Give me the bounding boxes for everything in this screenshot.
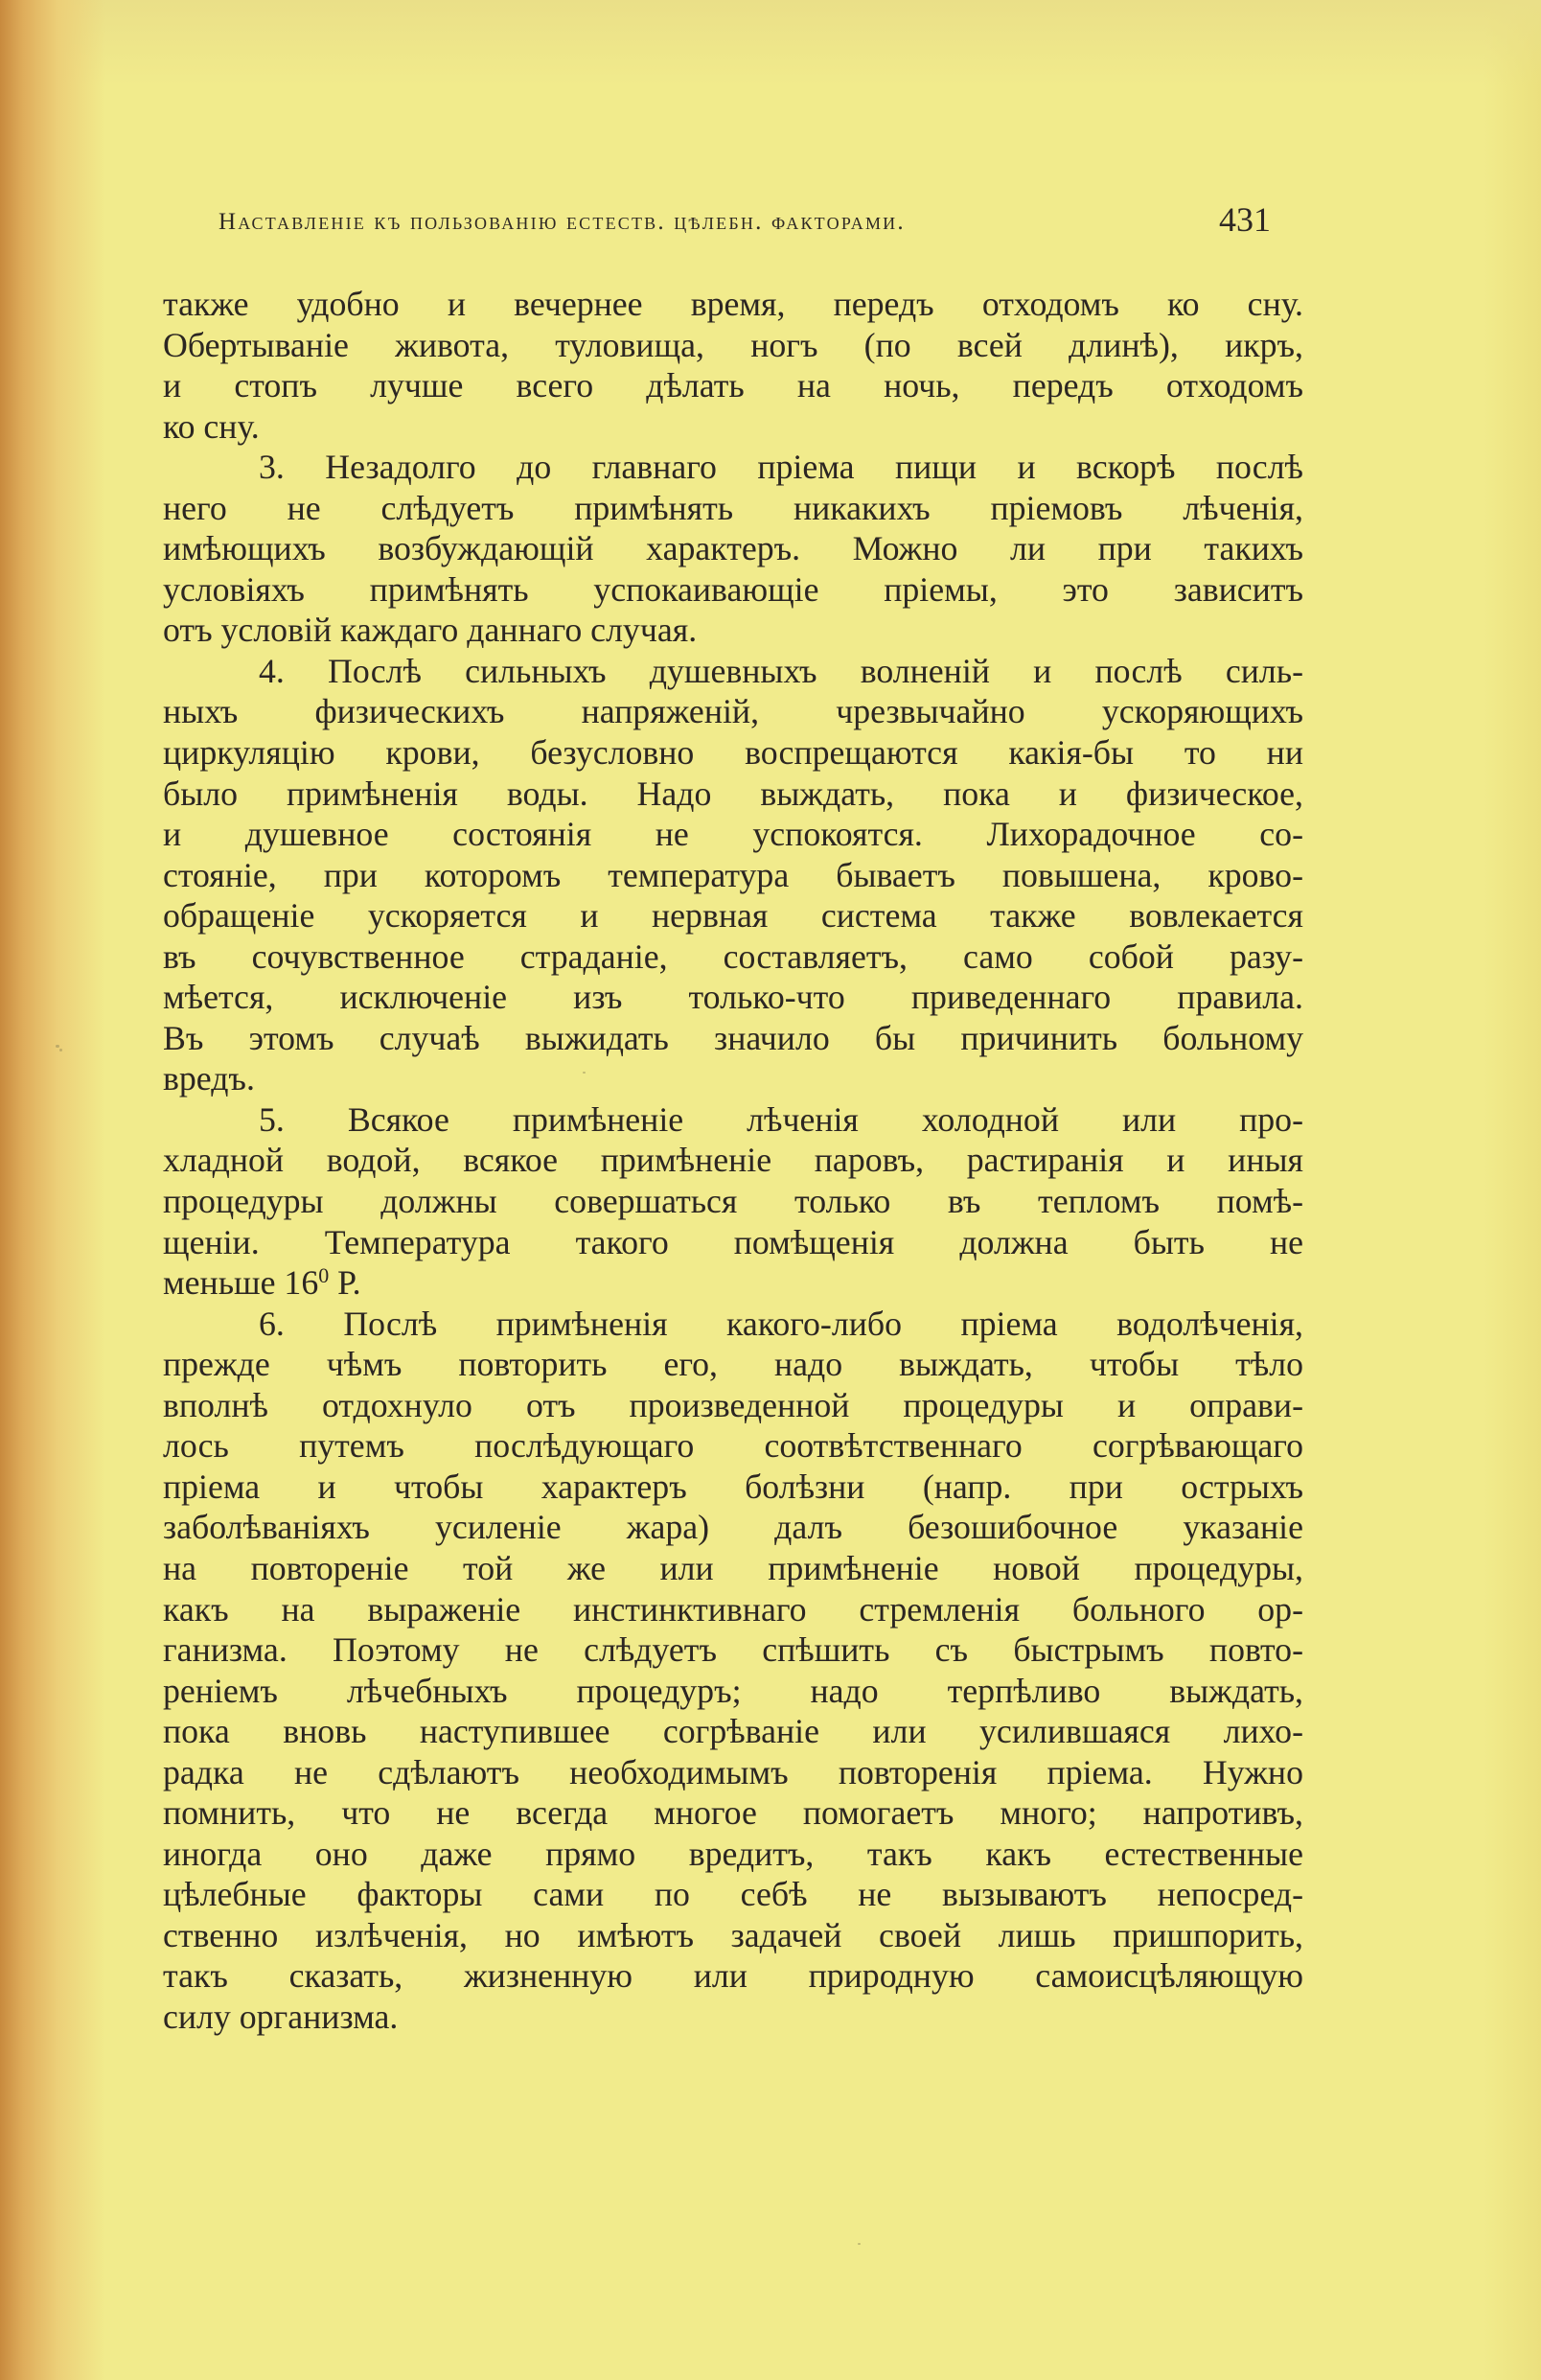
text-line: было примѣненія воды. Надо выждать, пока и физическое, [163, 774, 1303, 813]
paper-speck [583, 1072, 586, 1074]
text-line: вполнѣ отдохнуло отъ произведенной процедуры и оправи- [163, 1385, 1303, 1424]
text-line: него не слѣдуетъ примѣнять никакихъ пріемовъ лѣченія, [163, 488, 1303, 527]
page-number: 431 [1219, 200, 1271, 239]
text-line: имѣющихъ возбуждающій характеръ. Можно ли при такихъ [163, 529, 1303, 568]
text-line: 4. Послѣ сильныхъ душевныхъ волненій и послѣ силь- [259, 651, 1303, 690]
degree-superscript: 0 [318, 1263, 330, 1288]
book-page [163, 0, 1303, 2380]
text-line: хладной водой, всякое примѣненіе паровъ, растиранія и иныя [163, 1141, 1303, 1180]
text-line: мѣется, исключеніе изъ только-что приведеннаго правила. [163, 978, 1303, 1017]
text-line: также удобно и вечернее время, передъ отходомъ ко сну. [163, 285, 1303, 323]
text-line-main: меньше 16 [163, 1263, 319, 1303]
text-line: радка не сдѣлаютъ необходимымъ повторенія пріема. Нужно [163, 1752, 1303, 1791]
text-line: и душевное состоянія не успокоятся. Лихорадочное со- [163, 815, 1303, 854]
text-line: Въ этомъ случаѣ выжидать значило бы причинить больному [163, 1018, 1303, 1057]
text-line: въ сочувственное страданіе, составляетъ, само собой разу- [163, 936, 1303, 976]
text-line: и стопъ лучше всего дѣлать на ночь, передъ отходомъ [163, 366, 1303, 405]
text-line-tail: Р. [329, 1263, 361, 1303]
text-line: пріема и чтобы характеръ болѣзни (напр. при острыхъ [163, 1467, 1303, 1506]
text-line [163, 1262, 1303, 1304]
text-line: обращеніе ускоряется и нервная система также вовлекается [163, 896, 1303, 936]
text-line: пока вновь наступившее согрѣваніе или усилившаяся лихо- [163, 1712, 1303, 1751]
text-line: прежде чѣмъ повторить его, надо выждать, чтобы тѣло [163, 1345, 1303, 1384]
text-line: 3. Незадолго до главнаго пріема пищи и вскорѣ послѣ [259, 448, 1303, 487]
text-line: силу организма. [163, 1997, 399, 2036]
text-line: такъ сказать, жизненную или природную самоисцѣляющую [163, 1956, 1303, 1996]
running-title: Наставленіе къ пользованію естеств. цѣлебн. факторами. [218, 209, 906, 235]
text-line: отъ условій каждаго даннаго случая. [163, 611, 698, 650]
paper-speck [858, 2243, 861, 2245]
text-line: лось путемъ послѣдующаго соотвѣтственнаго согрѣвающаго [163, 1426, 1303, 1466]
paper-speck [56, 1045, 59, 1048]
text-line: процедуры должны совершаться только въ тепломъ помѣ- [163, 1182, 1303, 1221]
text-line: заболѣваніяхъ усиленіе жара) далъ безошибочное указаніе [163, 1508, 1303, 1547]
text-line: какъ на выраженіе инстинктивнаго стремленія больного ор- [163, 1589, 1303, 1629]
text-line: помнить, что не всегда многое помогаетъ много; напротивъ, [163, 1793, 1303, 1833]
running-head [163, 199, 1303, 247]
text-line: вредъ. [163, 1059, 255, 1098]
text-line: циркуляцію крови, безусловно воспрещаются какія-бы то ни [163, 733, 1303, 773]
text-line: ко сну. [163, 406, 260, 446]
body-text [163, 284, 1303, 2038]
text-line: 5. Всякое примѣненіе лѣченія холодной или про- [259, 1099, 1303, 1139]
text-line: щеніи. Температура такого помѣщенія должна быть не [163, 1222, 1303, 1261]
text-line: условіяхъ примѣнять успокаивающіе пріемы, это зависитъ [163, 569, 1303, 609]
text-line: на повтореніе той же или примѣненіе новой процедуры, [163, 1548, 1303, 1587]
text-line: цѣлебные факторы сами по себѣ не вызываютъ непосред- [163, 1875, 1303, 1914]
text-line: реніемъ лѣчебныхъ процедуръ; надо терпѣливо выждать, [163, 1671, 1303, 1710]
text-line: иногда оно даже прямо вредитъ, такъ какъ естественные [163, 1834, 1303, 1873]
text-line: ственно излѣченія, но имѣютъ задачей своей лишь пришпорить, [163, 1915, 1303, 1954]
paper-speck [59, 1049, 62, 1051]
text-line: ныхъ физическихъ напряженій, чрезвычайно ускоряющихъ [163, 692, 1303, 731]
text-line: Обертываніе живота, туловища, ногъ (по всей длинѣ), икръ, [163, 325, 1303, 364]
text-line: стояніе, при которомъ температура бываетъ повышена, крово- [163, 855, 1303, 894]
text-line: ганизма. Поэтому не слѣдуетъ спѣшить съ быстрымъ повто- [163, 1630, 1303, 1670]
text-line: 6. Послѣ примѣненія какого-либо пріема водолѣченія, [259, 1304, 1303, 1343]
